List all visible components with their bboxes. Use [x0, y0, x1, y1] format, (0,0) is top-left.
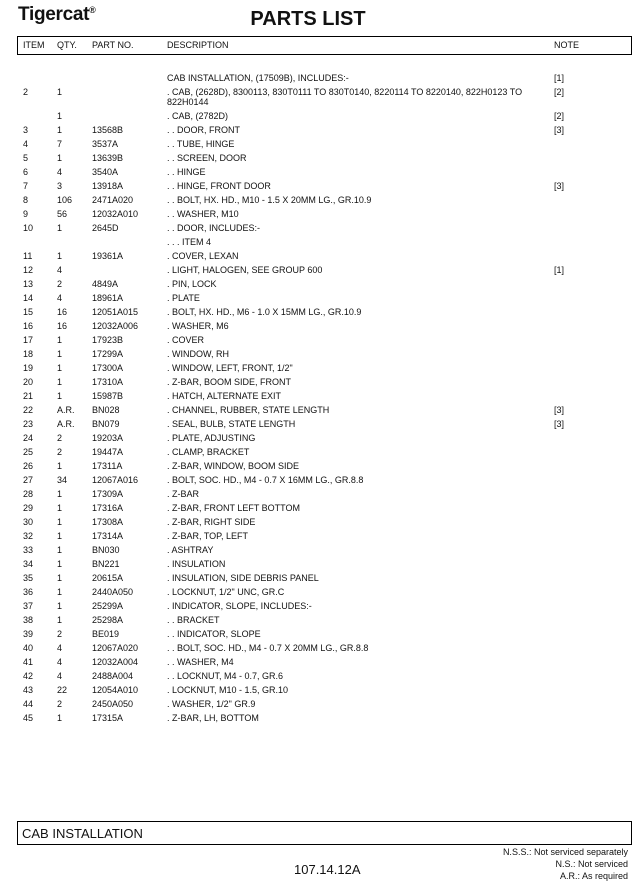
description: . LIGHT, HALOGEN, SEE GROUP 600: [167, 265, 323, 275]
description: . . INDICATOR, SLOPE: [167, 629, 261, 639]
quantity: 2: [57, 699, 63, 709]
part-number: BE019: [92, 629, 120, 639]
note: [3]: [554, 419, 565, 429]
part-number: 13568B: [92, 125, 124, 135]
part-number: 19203A: [92, 433, 124, 443]
item-number: 25: [23, 447, 34, 457]
item-number: 22: [23, 405, 34, 415]
item-number: 20: [23, 377, 34, 387]
item-number: 41: [23, 657, 34, 667]
item-number: 19: [23, 363, 34, 373]
item-number: 5: [23, 153, 29, 163]
description: . WASHER, 1/2" GR.9: [167, 699, 256, 709]
legend-item: N.S.S.: Not serviced separately: [502, 847, 628, 857]
part-number: 2488A004: [92, 671, 134, 681]
part-number: 12032A006: [92, 321, 139, 331]
description: . PLATE: [167, 293, 200, 303]
description: . . HINGE, FRONT DOOR: [167, 181, 271, 191]
item-number: 23: [23, 419, 34, 429]
item-number: 17: [23, 335, 34, 345]
description: CAB INSTALLATION, (17509B), INCLUDES:-: [167, 73, 349, 83]
description: . BOLT, SOC. HD., M4 - 0.7 X 16MM LG., GR.8.8: [167, 475, 364, 485]
legend-item: N.S.: Not serviced: [555, 859, 628, 869]
column-header-item: ITEM: [23, 40, 45, 50]
column-header-description: DESCRIPTION: [167, 40, 229, 50]
quantity: 1: [57, 517, 63, 527]
description: . SEAL, BULB, STATE LENGTH: [167, 419, 296, 429]
description: . . WASHER, M4: [167, 657, 234, 667]
description: . INDICATOR, SLOPE, INCLUDES:-: [167, 601, 312, 611]
quantity: 16: [57, 307, 68, 317]
item-number: 29: [23, 503, 34, 513]
description: . Z-BAR, TOP, LEFT: [167, 531, 249, 541]
quantity: 3: [57, 181, 63, 191]
quantity: 7: [57, 139, 63, 149]
part-number: 3537A: [92, 139, 119, 149]
part-number: 25299A: [92, 601, 124, 611]
description: . Z-BAR, RIGHT SIDE: [167, 517, 256, 527]
page-title-text: PARTS LIST: [250, 8, 366, 30]
part-number: 12067A020: [92, 643, 139, 653]
description: . . BOLT, SOC. HD., M4 - 0.7 X 20MM LG., GR.8.8: [167, 643, 369, 653]
item-number: 34: [23, 559, 34, 569]
part-number: 12067A016: [92, 475, 139, 485]
part-number: BN028: [92, 405, 120, 415]
description: . CLAMP, BRACKET: [167, 447, 250, 457]
part-number: 18961A: [92, 293, 124, 303]
item-number: 13: [23, 279, 34, 289]
item-number: 44: [23, 699, 34, 709]
column-header-qty: QTY.: [57, 40, 77, 50]
item-number: 43: [23, 685, 34, 695]
quantity: 1: [57, 153, 63, 163]
description: . LOCKNUT, M10 - 1.5, GR.10: [167, 685, 289, 695]
quantity: 1: [57, 251, 63, 261]
description: . PIN, LOCK: [167, 279, 217, 289]
section-title: CAB INSTALLATION: [22, 826, 143, 841]
item-number: 27: [23, 475, 34, 485]
quantity: 16: [57, 321, 68, 331]
item-number: 35: [23, 573, 34, 583]
quantity: 4: [57, 265, 63, 275]
quantity: 1: [57, 559, 63, 569]
item-number: 7: [23, 181, 29, 191]
registered-mark: ®: [89, 5, 96, 15]
item-number: 30: [23, 517, 34, 527]
item-number: 26: [23, 461, 34, 471]
item-number: 45: [23, 713, 34, 723]
part-number: BN079: [92, 419, 120, 429]
item-number: 15: [23, 307, 34, 317]
part-number: 17300A: [92, 363, 124, 373]
quantity: 106: [57, 195, 73, 205]
description: . COVER: [167, 335, 205, 345]
quantity: 2: [57, 433, 63, 443]
item-number: 36: [23, 587, 34, 597]
item-number: 21: [23, 391, 34, 401]
quantity: 1: [57, 713, 63, 723]
description: . . . ITEM 4: [167, 237, 212, 247]
item-number: 39: [23, 629, 34, 639]
item-number: 10: [23, 223, 34, 233]
item-number: 14: [23, 293, 34, 303]
item-number: 37: [23, 601, 34, 611]
part-number: 4849A: [92, 279, 119, 289]
item-number: 12: [23, 265, 34, 275]
description: . . WASHER, M10: [167, 209, 239, 219]
quantity: 4: [57, 167, 63, 177]
item-number: 4: [23, 139, 29, 149]
description: . BOLT, HX. HD., M6 - 1.0 X 15MM LG., GR.10.9: [167, 307, 362, 317]
part-number: 2450A050: [92, 699, 134, 709]
item-number: 9: [23, 209, 29, 219]
quantity: 4: [57, 293, 63, 303]
part-number: 13639B: [92, 153, 124, 163]
part-number: 12032A010: [92, 209, 139, 219]
quantity: 1: [57, 87, 63, 97]
note: [2]: [554, 87, 565, 97]
description: . . LOCKNUT, M4 - 0.7, GR.6: [167, 671, 284, 681]
quantity: 1: [57, 223, 63, 233]
quantity: A.R.: [57, 405, 75, 415]
part-number: 12054A010: [92, 685, 139, 695]
part-number: 17923B: [92, 335, 124, 345]
part-number: 12032A004: [92, 657, 139, 667]
description: . Z-BAR, LH, BOTTOM: [167, 713, 259, 723]
item-number: 32: [23, 531, 34, 541]
item-number: 11: [23, 251, 33, 261]
description: . . SCREEN, DOOR: [167, 153, 247, 163]
part-number: 15987B: [92, 391, 124, 401]
table-header: [17, 36, 632, 55]
description: . HATCH, ALTERNATE EXIT: [167, 391, 282, 401]
description: . . DOOR, INCLUDES:-: [167, 223, 261, 233]
part-number: 20615A: [92, 573, 124, 583]
part-number: 17310A: [92, 377, 124, 387]
quantity: 1: [57, 601, 63, 611]
item-number: 33: [23, 545, 34, 555]
description: . PLATE, ADJUSTING: [167, 433, 256, 443]
item-number: 28: [23, 489, 34, 499]
description: . Z-BAR: [167, 489, 200, 499]
description: . . TUBE, HINGE: [167, 139, 235, 149]
note: [3]: [554, 405, 565, 415]
note: [3]: [554, 181, 565, 191]
quantity: 1: [57, 489, 63, 499]
description: . WINDOW, RH: [167, 349, 229, 359]
part-number: 2645D: [92, 223, 119, 233]
quantity: 2: [57, 279, 63, 289]
quantity: 1: [57, 349, 63, 359]
quantity: 34: [57, 475, 68, 485]
abbreviation-legend: [503, 846, 628, 882]
description: . INSULATION, SIDE DEBRIS PANEL: [167, 573, 319, 583]
description: . CAB, (2782D): [167, 111, 229, 121]
description: . WASHER, M6: [167, 321, 229, 331]
quantity: 1: [57, 335, 63, 345]
quantity: 22: [57, 685, 68, 695]
part-number: 25298A: [92, 615, 124, 625]
description: . . BOLT, HX. HD., M10 - 1.5 X 20MM LG., GR.10.9: [167, 195, 372, 205]
quantity: 1: [57, 545, 63, 555]
quantity: 4: [57, 643, 63, 653]
page-title: [0, 8, 640, 31]
item-number: 18: [23, 349, 34, 359]
part-number: 17311A: [92, 461, 123, 471]
item-number: 6: [23, 167, 29, 177]
note: [1]: [554, 265, 565, 275]
quantity: 56: [57, 209, 68, 219]
part-number: 19447A: [92, 447, 124, 457]
description: . COVER, LEXAN: [167, 251, 239, 261]
note: [2]: [554, 111, 565, 121]
description: . LOCKNUT, 1/2" UNC, GR.C: [167, 587, 285, 597]
part-number: 17308A: [92, 517, 124, 527]
part-number: 12051A015: [92, 307, 139, 317]
description: . WINDOW, LEFT, FRONT, 1/2": [167, 363, 293, 373]
quantity: 4: [57, 671, 63, 681]
description: . . HINGE: [167, 167, 206, 177]
part-number: BN221: [92, 559, 120, 569]
description: . Z-BAR, BOOM SIDE, FRONT: [167, 377, 292, 387]
item-number: 2: [23, 87, 29, 97]
column-header-part-no: PART NO.: [92, 40, 134, 50]
item-number: 42: [23, 671, 34, 681]
quantity: 1: [57, 111, 63, 121]
description: . INSULATION: [167, 559, 226, 569]
item-number: 16: [23, 321, 34, 331]
quantity: 2: [57, 447, 63, 457]
quantity: 1: [57, 573, 63, 583]
description: . . BRACKET: [167, 615, 220, 625]
quantity: 1: [57, 391, 63, 401]
column-header-note: NOTE: [554, 40, 580, 50]
item-number: 24: [23, 433, 34, 443]
quantity: 1: [57, 461, 63, 471]
description: . CAB, (2628D), 8300113, 830T0111 TO 830T0140, 8220114 TO 8220140, 822H0123 TO 822H0144: [167, 87, 523, 107]
description: . Z-BAR, FRONT LEFT BOTTOM: [167, 503, 301, 513]
part-number: 17299A: [92, 349, 124, 359]
quantity: 1: [57, 531, 63, 541]
part-number: BN030: [92, 545, 120, 555]
part-number: 3540A: [92, 167, 119, 177]
quantity: 4: [57, 657, 63, 667]
part-number: 2440A050: [92, 587, 134, 597]
quantity: 1: [57, 377, 63, 387]
legend-item: A.R.: As required: [559, 871, 628, 881]
note: [1]: [554, 73, 565, 83]
description: . . DOOR, FRONT: [167, 125, 240, 135]
item-number: 8: [23, 195, 29, 205]
quantity: 1: [57, 125, 63, 135]
note: [3]: [554, 125, 565, 135]
quantity: 2: [57, 629, 63, 639]
part-number: 13918A: [92, 181, 124, 191]
quantity: 1: [57, 503, 63, 513]
section-footer: [17, 821, 632, 845]
part-number: 17309A: [92, 489, 124, 499]
part-number: 17315A: [92, 713, 124, 723]
item-number: 40: [23, 643, 34, 653]
part-number: 2471A020: [92, 195, 134, 205]
brand-name: Tigercat: [18, 4, 90, 25]
quantity: 1: [57, 615, 63, 625]
page-number: 107.14.12A: [294, 862, 361, 877]
item-number: 38: [23, 615, 34, 625]
quantity: 1: [57, 363, 63, 373]
part-number: 19361A: [92, 251, 124, 261]
part-number: 17314A: [92, 531, 124, 541]
quantity: 1: [57, 587, 63, 597]
description: . CHANNEL, RUBBER, STATE LENGTH: [167, 405, 330, 415]
quantity: A.R.: [57, 419, 75, 429]
description: . ASHTRAY: [167, 545, 214, 555]
description: . Z-BAR, WINDOW, BOOM SIDE: [167, 461, 300, 471]
item-number: 3: [23, 125, 29, 135]
part-number: 17316A: [92, 503, 124, 513]
